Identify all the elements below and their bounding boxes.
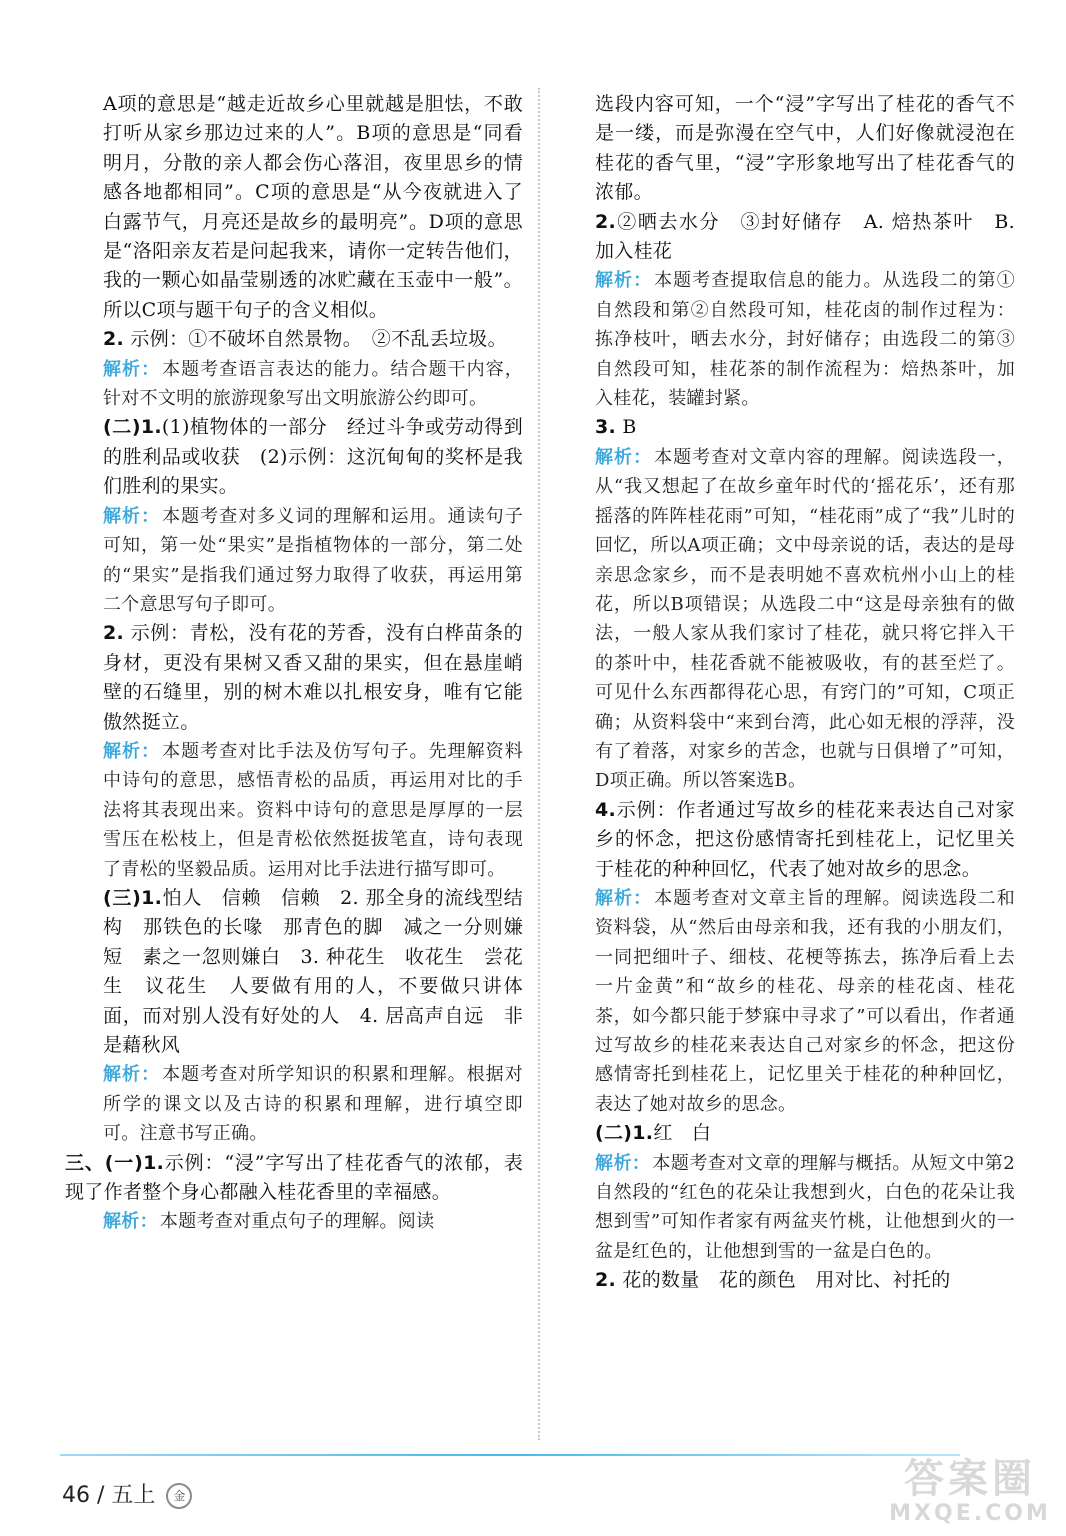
watermark-logo [880, 1456, 1060, 1532]
footer-rule [60, 1454, 960, 1456]
explanation: 解析： 本题考查对文章的理解与概括。从短文中第2自然段的“红色的花朵让我想到火，白色的花朵让我想到雪”可知作者家有两盆夹竹桃，让他想到火的一盆是红色的，让他想到雪的一盆是白色的。 [595, 1152, 1016, 1262]
section-heading-answer: 三、(一)1.示例：“浸”字写出了桂花香气的浓郁，表现了作者整个身心都融入桂花香里的幸福感。 [65, 1151, 523, 1204]
page-separator: / [97, 1483, 105, 1508]
watermark-site-text: MXQE.COM [889, 1501, 1051, 1526]
watermark-logo-text: 答案圈 [904, 1456, 1036, 1502]
right-column [595, 90, 1015, 1296]
answer-item: 2. 示例：①不破坏自然景物。 ②不乱丢垃圾。 [103, 328, 507, 351]
answer-item: 2.②晒去水分 ③封好储存 A. 焙热茶叶 B. 加入桂花 [595, 210, 1015, 263]
explanation: 解析： 本题考查对所学知识的积累和理解。根据对所学的课文以及古诗的积累和理解，进行填空即可。注意书写正确。 [103, 1064, 523, 1145]
grade-badge-icon: 金 [166, 1483, 192, 1509]
answer-item: 2. 示例：青松，没有花的芳香，没有白桦苗条的身材，更没有果树又香又甜的果实，但在悬崖峭壁的石缝里，别的树木难以扎根安身，唯有它能傲然挺立。 [103, 622, 523, 733]
explanation: 解析： 本题考查语言表达的能力。结合题干内容，针对不文明的旅游现象写出文明旅游公约即可。 [103, 358, 523, 410]
answer-item: 2. 花的数量 花的颜色 用对比、衬托的 [595, 1269, 951, 1292]
paragraph: A项的意思是“越走近故乡心里就越是胆怯，不敢打听从家乡那边过来的人”。B项的意思是“同看明月，分散的亲人都会伤心落泪，夜里思乡的情感各地都相同”。C项的意思是“从今夜就进入了白露节气，月亮还是故乡的最明亮”。D项的意思是“洛阳亲友若是问起我来，请你一定转告他们，我的一颗心如晶莹剔透的冰贮藏在玉壶中一般”。所以C项与题干句子的含义相似。 [103, 93, 523, 321]
explanation: 解析： 本题考查对多义词的理解和运用。通读句子可知，第一处“果实”是指植物体的一部分，第二处的“果实”是指我们通过努力取得了收获，再运用第二个意思写句子即可。 [103, 505, 523, 615]
page-footer [62, 1478, 192, 1509]
explanation: 解析： 本题考查对重点句子的理解。阅读 [103, 1211, 435, 1233]
answer-item: 4.示例：作者通过写故乡的桂花来表达自己对家乡的怀念，把这份感情寄托到桂花上，记忆里关于桂花的种种回忆，代表了她对故乡的思念。 [595, 798, 1015, 880]
explanation: 解析： 本题考查提取信息的能力。从选段二的第①自然段和第②自然段可知，桂花卤的制作过程为：拣净枝叶，晒去水分，封好储存；由选段二的第③自然段可知，桂花茶的制作流程为：焙热茶叶，加入桂花，装罐封紧。 [595, 270, 1015, 410]
column-divider [538, 88, 540, 1440]
answer-item: 3. B [595, 416, 637, 439]
left-column [65, 90, 524, 1237]
explanation: 解析： 本题考查对文章主旨的理解。阅读选段二和资料袋，从“然后由母亲和我，还有我的小朋友们，一同把细叶子、细枝、花梗等拣去，拣净后看上去一片金黄”和“故乡的桂花、母亲的桂花卤、桂花茶，如今都只能于梦寐中寻求了”可以看出，作者通过写故乡的桂花来表达自己对家乡的怀念，把这份感情寄托到桂花上，记忆里关于桂花的种种回忆，表达了她对故乡的思念。 [595, 887, 1015, 1115]
answer-item: (三)1.怕人 信赖 信赖 2. 那全身的流线型结构 那铁色的长喙 那青色的脚 减之一分则嫌短 素之一忽则嫌白 3. 种花生 收花生 尝花生 议花生 人要做有用的人，不要做只讲体面，而对别人没有好处的人 4. 居高声自远 非是藉秋风 [103, 886, 524, 1056]
explanation: 解析： 本题考查对比手法及仿写句子。先理解资料中诗句的意思，感悟青松的品质，再运用对比的手法将其表现出来。资料中诗句的意思是厚厚的一层雪压在松枝上，但是青松依然挺拔笔直，诗句表现了青松的坚毅品质。运用对比手法进行描写即可。 [103, 740, 523, 880]
paragraph: 选段内容可知，一个“浸”字写出了桂花的香气不是一缕，而是弥漫在空气中，人们好像就浸泡在桂花的香气里，“浸”字形象地写出了桂花香气的浓郁。 [595, 93, 1015, 204]
answer-item: (二)1.(1)植物体的一部分 经过斗争或劳动得到的胜利品或收获 (2)示例：这沉甸甸的奖杯是我们胜利的果实。 [103, 416, 523, 498]
answer-item: (二)1.红 白 [595, 1122, 712, 1145]
grade-label: 五上 [111, 1483, 156, 1508]
page-number: 46 [62, 1483, 90, 1508]
explanation: 解析： 本题考查对文章内容的理解。阅读选段一，从“我又想起了在故乡童年时代的‘摇花乐’，还有那摇落的阵阵桂花雨”可知，“桂花雨”成了“我”儿时的回忆，所以A项正确；文中母亲说的话，表达的是母亲思念家乡，而不是表明她不喜欢杭州小山上的桂花，所以B项错误；从选段二中“这是母亲独有的做法，一般人家从我们家讨了桂花，就只将它拌入干的茶叶中，桂花香就不能被吸收，有的甚至烂了。可见什么东西都得花心思，有窍门的”可知，C项正确；从资料袋中“来到台湾，此心如无根的浮萍，没有了着落，对家乡的苦念，也就与日俱增了”可知，D项正确。所以答案选B。 [595, 446, 1015, 792]
